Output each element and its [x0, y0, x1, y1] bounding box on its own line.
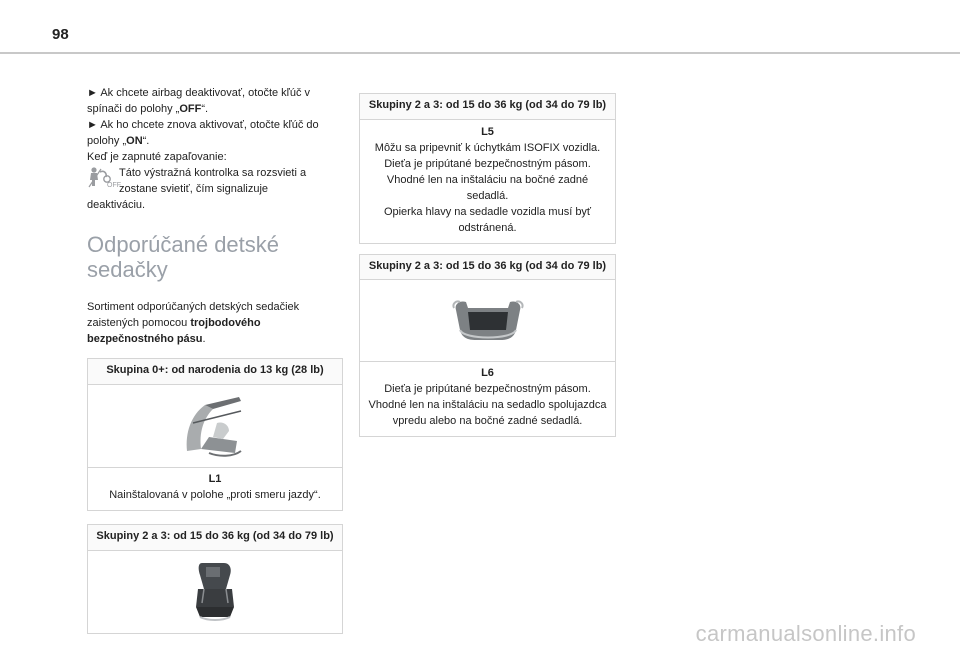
watermark: carmanualsonline.info	[695, 621, 916, 646]
warning-line-3: deaktiváciu.	[87, 198, 146, 211]
seat-box-group23-left	[87, 524, 343, 634]
seat-box-l6	[359, 254, 616, 438]
seat-box-l1	[87, 358, 343, 511]
seat-code: L5	[481, 125, 494, 138]
seat-image-l6	[360, 280, 615, 362]
airbag-off-warning-icon	[87, 166, 121, 189]
seat-box-header: Skupiny 2 a 3: od 15 do 36 kg (od 34 do 79 lb)	[360, 94, 615, 120]
page-number: 98	[52, 26, 69, 43]
warning-row	[87, 166, 343, 198]
seat-code: L1	[208, 473, 222, 486]
booster-cushion-icon	[450, 296, 526, 346]
ignition-note: Keď je zapnuté zapaľovanie:	[87, 150, 227, 163]
instruction-deactivate: ► Ak chcete airbag deaktivovať, otočte kľúč v spínači do polohy „OFF“.	[87, 87, 311, 115]
seat-box-body	[360, 120, 615, 243]
seat-box-header: Skupina 0+: od narodenia do 13 kg (28 lb)	[88, 359, 342, 385]
seat-box-body	[360, 362, 615, 436]
warning-line-1: Táto výstražná kontrolka sa rozsvieti a	[119, 166, 307, 179]
section-title: Odporúčané detské sedačky	[87, 231, 280, 283]
warning-line-2: zostane svietiť, čím signalizuje	[119, 182, 269, 195]
seat-box-header: Skupiny 2 a 3: od 15 do 36 kg (od 34 do 79 lb)	[360, 255, 615, 281]
seat-box-body	[88, 468, 342, 510]
seat-image-l1	[88, 385, 342, 468]
rear-facing-child-seat-icon	[179, 393, 251, 459]
left-column	[87, 86, 343, 634]
seat-description: Dieťa je pripútané bezpečnostným pásom. Vhodné len na inštaláciu na sedadlo spolujazdca vpredu alebo na bočné zadné sedadlá.	[368, 383, 607, 428]
seat-description: Môžu sa pripevniť k úchytkám ISOFIX vozidla. Dieťa je pripútané bezpečnostným pásom. Vhodné len na inštaláciu na bočné zadné sedadlá. Opierka hlavy na sedadle vozidla musí byť odstránená.	[374, 141, 601, 234]
seat-code: L6	[481, 367, 494, 380]
seat-image-high-back-booster	[88, 551, 342, 633]
high-back-booster-seat-icon	[190, 559, 240, 625]
header-divider	[0, 52, 960, 54]
instruction-reactivate: ► Ak ho chcete znova aktivovať, otočte kľúč do polohy „ON“.	[87, 118, 319, 147]
seat-box-header: Skupiny 2 a 3: od 15 do 36 kg (od 34 do 79 lb)	[88, 525, 342, 551]
svg-text:OFF: OFF	[107, 181, 121, 189]
right-column	[359, 93, 616, 437]
seat-description: Nainštalovaná v polohe „proti smeru jazdy“.	[109, 489, 321, 502]
seat-box-l5	[359, 93, 616, 244]
section-intro: Sortiment odporúčaných detských sedačiek zaistených pomocou trojbodového bezpečnostného pásu.	[87, 301, 300, 346]
